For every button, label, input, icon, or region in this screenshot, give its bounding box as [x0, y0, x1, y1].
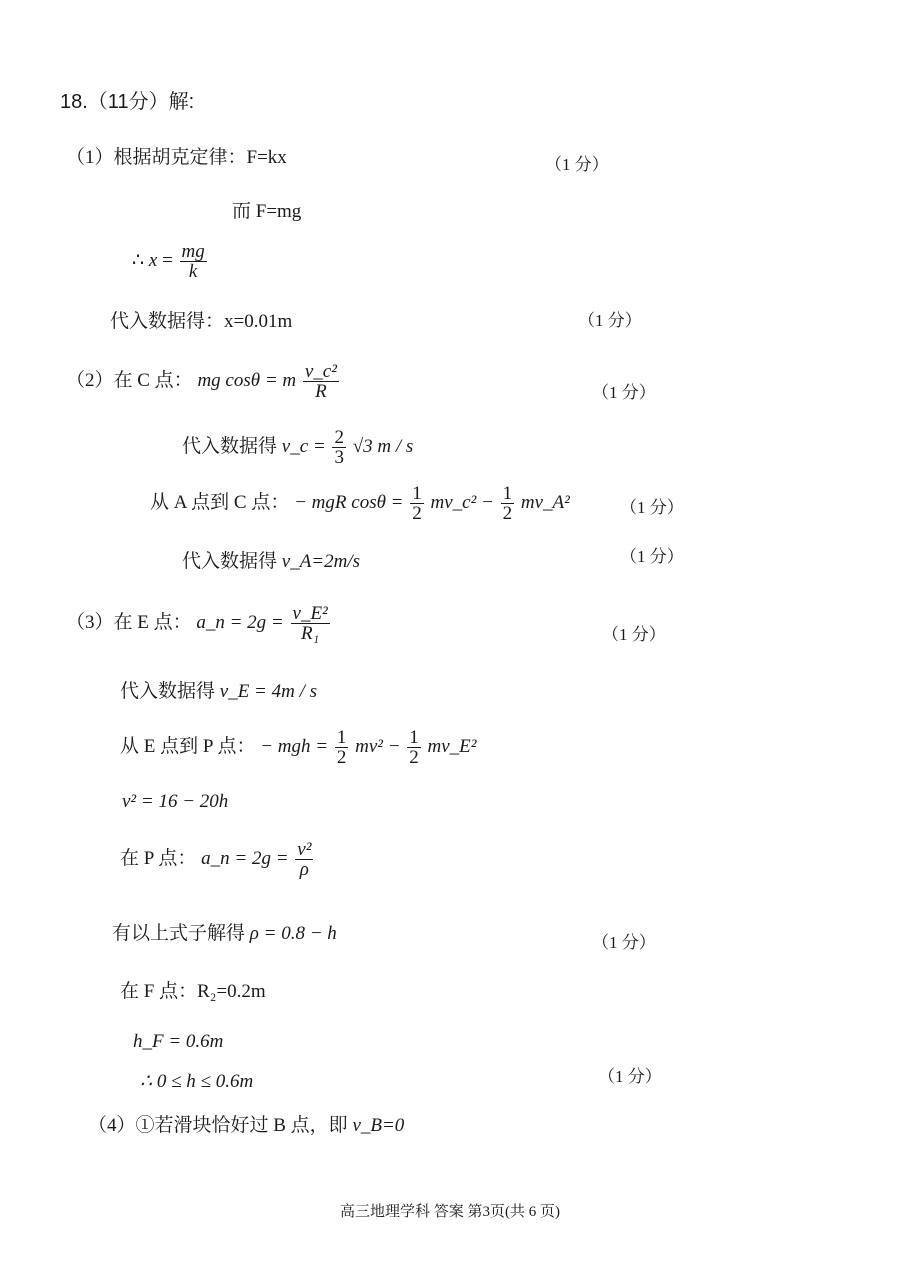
score-label: （1 分） [602, 625, 666, 644]
fraction-denominator: 3 [334, 447, 344, 468]
fraction [180, 242, 207, 281]
result-prefix: 代入数据得 [182, 435, 278, 457]
score-label: （1 分） [592, 383, 656, 402]
equation-term: mv_E² [427, 735, 477, 757]
formula-variable: x [148, 249, 158, 271]
fraction-denominator: 2 [502, 503, 513, 524]
part3-h-range: ∴ 0 ≤ h ≤ 0.6m [140, 1071, 254, 1092]
condition-expression: v_B=0 [352, 1115, 405, 1136]
question-title: 18.（11分）解: [60, 91, 195, 113]
fraction-denominator: 2 [412, 503, 422, 524]
result-prefix: 代入数据得 [120, 681, 216, 702]
score-label: （1 分） [620, 498, 684, 517]
equation-left: mg cosθ = m [197, 369, 297, 391]
part3-v-squared: v² = 16 − 20h [122, 791, 229, 812]
fraction [332, 428, 346, 467]
result-expression: v_A=2m/s [281, 551, 361, 572]
fraction-denominator: R₁ [301, 623, 320, 644]
result-expression: v_E = 4m / s [219, 681, 318, 702]
fraction [291, 604, 330, 643]
result-expression: ρ = 0.8 − h [249, 923, 337, 944]
equation-term: mv² − [355, 735, 401, 757]
result-prefix: 有以上式子解得 [112, 923, 246, 944]
fraction-numerator: 1 [412, 483, 422, 504]
part3-point-f: 在 F 点：R₂=0.2m [120, 981, 266, 1002]
result-expression: x=0.01m [224, 311, 293, 332]
part3-point-e-equation [66, 604, 332, 643]
equation-left: a_n = 2g = [196, 611, 284, 633]
equation-prefix: 从 E 点到 P 点： [120, 735, 256, 757]
equation-prefix: 从 A 点到 C 点： [150, 491, 290, 513]
result-variable: v_c = [281, 435, 326, 457]
score-label: （1 分） [545, 155, 609, 174]
fraction-denominator: 2 [336, 747, 347, 768]
part3-point-p-equation [120, 840, 315, 879]
fraction-denominator: 2 [409, 747, 419, 768]
part1-x-formula: ∴ x = $\frac{mg}{k}$ [132, 241, 205, 282]
fraction-numerator: 1 [409, 727, 419, 748]
fraction [335, 728, 349, 767]
fraction [295, 840, 313, 879]
fraction-numerator: v_E² [292, 603, 328, 624]
fraction-numerator: v_c² [304, 361, 337, 382]
fraction-denominator: R [315, 381, 327, 402]
score-label: （1 分） [598, 1067, 662, 1086]
part2-va-result [182, 552, 360, 571]
part2-energy-equation [150, 484, 570, 523]
equation-left: a_n = 2g = [201, 847, 289, 869]
fraction [410, 484, 424, 523]
page-footer: 高三地理学科 答案 第3页(共 6 页) [340, 1204, 560, 1220]
score-label: （1 分） [620, 547, 684, 566]
part2-point-c-equation [66, 362, 341, 401]
equation-prefix: （2）在 C 点： [66, 369, 193, 391]
part1-hooke-law: （1）根据胡克定律：F=kx [66, 147, 287, 168]
therefore-symbol: ∴ [132, 249, 145, 271]
equation-left: − mgR cosθ = [294, 491, 404, 513]
result-tail: √3 m / s [352, 435, 414, 457]
fraction-numerator: v² [297, 839, 312, 860]
part2-vc-result [182, 428, 413, 467]
score-label: （1 分） [592, 933, 656, 952]
fraction [407, 728, 421, 767]
part3-energy-equation [120, 728, 476, 767]
part3-hf: h_F = 0.6m [133, 1031, 224, 1052]
fraction-numerator: 1 [336, 727, 347, 748]
part3-ve-result [120, 682, 317, 701]
result-prefix: 代入数据得： [110, 311, 225, 332]
fraction-denominator: ρ [299, 859, 309, 880]
fraction [303, 362, 339, 401]
result-prefix: 代入数据得 [182, 551, 278, 572]
fraction-numerator: 2 [334, 427, 344, 448]
score-label: （1 分） [578, 311, 642, 330]
part4-condition [88, 1116, 404, 1135]
fraction-numerator: 1 [502, 483, 513, 504]
condition-text: （4）①若滑块恰好过 B 点，即 [88, 1115, 348, 1136]
part1-result [110, 312, 292, 331]
equation-left: − mgh = [260, 735, 329, 757]
equation-prefix: （3）在 E 点： [66, 611, 192, 633]
fraction-numerator: mg [181, 241, 205, 262]
fraction [501, 484, 515, 523]
fraction-denominator: k [188, 261, 198, 282]
part1-force-equation: 而 F=mg [232, 201, 302, 222]
equation-prefix: 在 P 点： [120, 847, 197, 869]
equation-term: mv_A² [520, 491, 570, 513]
equation-term: mv_c² − [430, 491, 494, 513]
part3-rho-result [112, 924, 337, 943]
